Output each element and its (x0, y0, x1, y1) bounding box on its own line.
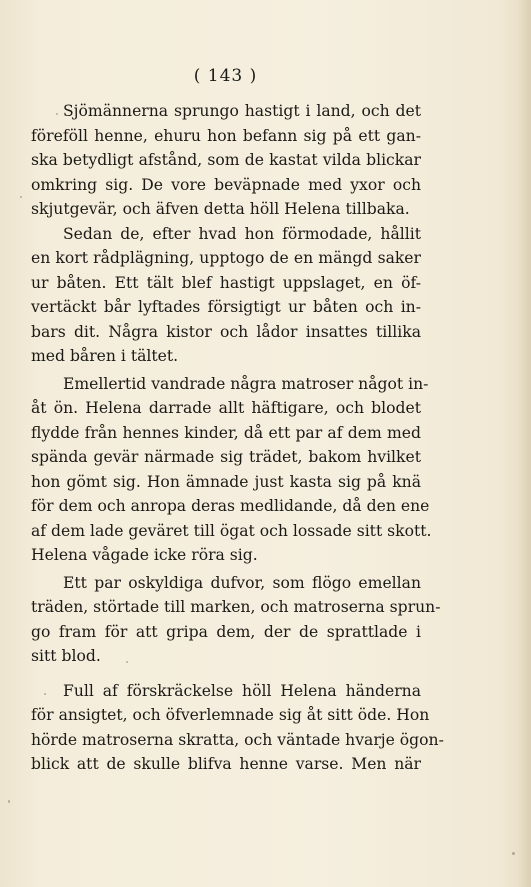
text-line: ur båten. Ett tält blef hastigt uppslaget, en öf- (31, 273, 421, 292)
text-line: hörde matroserna skratta, och väntade hvarje ögon- (31, 730, 444, 749)
text-line: Emellertid vandrade några matroser något in- (63, 374, 429, 393)
text-line: åt ön. Helena darrade allt häftigare, och blodet (31, 399, 421, 417)
text-line: med båren i tältet. (31, 347, 179, 365)
paper-speck (126, 661, 128, 663)
text-line: Ett par oskyldiga dufvor, som flögo emellan (63, 573, 421, 592)
text-line: vertäckt bår lyftades försigtigt ur båten och in- (31, 298, 421, 316)
text-line: för ansigtet, och öfverlemnade sig åt sitt öde. Hon (31, 706, 430, 724)
text-line: Helena vågade icke röra sig. (31, 546, 258, 564)
paper-speck (8, 800, 10, 803)
text-line: spända gevär närmade sig trädet, bakom hvilket (31, 448, 421, 466)
text-line: flydde från hennes kinder, då ett par af dem med (31, 423, 421, 442)
page-edge-shadow (517, 0, 531, 887)
text-line: hon gömt sig. Hon ämnade just kasta sig på knä (31, 472, 421, 491)
paragraph-1 (31, 99, 421, 222)
text-line: ska betydligt afstånd, som de kastat vilda blickar (31, 151, 421, 169)
text-line: en kort rådplägning, upptogo de en mängd saker (31, 249, 421, 267)
text-line: Sedan de, efter hvad hon förmodade, hållit (63, 224, 421, 243)
page-number: ( 143 ) (193, 66, 258, 86)
paragraph-4 (31, 571, 441, 669)
text-line: träden, störtade till marken, och matroserna sprun- (31, 598, 441, 616)
body-text (31, 99, 444, 777)
paper-speck (512, 852, 515, 855)
paper-speck (66, 586, 68, 588)
text-line: Full af förskräckelse höll Helena händerna (63, 681, 421, 700)
text-line: Sjömännerna sprungo hastigt i land, och det (63, 102, 421, 120)
paragraph-5 (31, 679, 444, 777)
paper-speck (20, 196, 22, 198)
text-line: omkring sig. De vore beväpnade med yxor och (31, 175, 421, 194)
paragraph-2 (31, 222, 421, 369)
text-line: blick att de skulle blifva henne varse. Men när (31, 755, 421, 773)
text-line: go fram för att gripa dem, der de sprattlade i (31, 622, 421, 641)
text-line: sitt blod. (31, 647, 101, 665)
paper-speck (44, 693, 46, 695)
text-line: för dem och anropa deras medlidande, då den ene (31, 497, 430, 515)
text-line: af dem lade geväret till ögat och lossade sitt skott. (31, 521, 432, 540)
text-line: föreföll henne, ehuru hon befann sig på ett gan- (31, 126, 421, 145)
text-line: bars dit. Några kistor och lådor insattes tillika (31, 322, 421, 341)
paper-speck (56, 113, 58, 115)
paragraph-3 (31, 372, 432, 568)
text-line: skjutgevär, och äfven detta höll Helena tillbaka. (31, 200, 410, 218)
